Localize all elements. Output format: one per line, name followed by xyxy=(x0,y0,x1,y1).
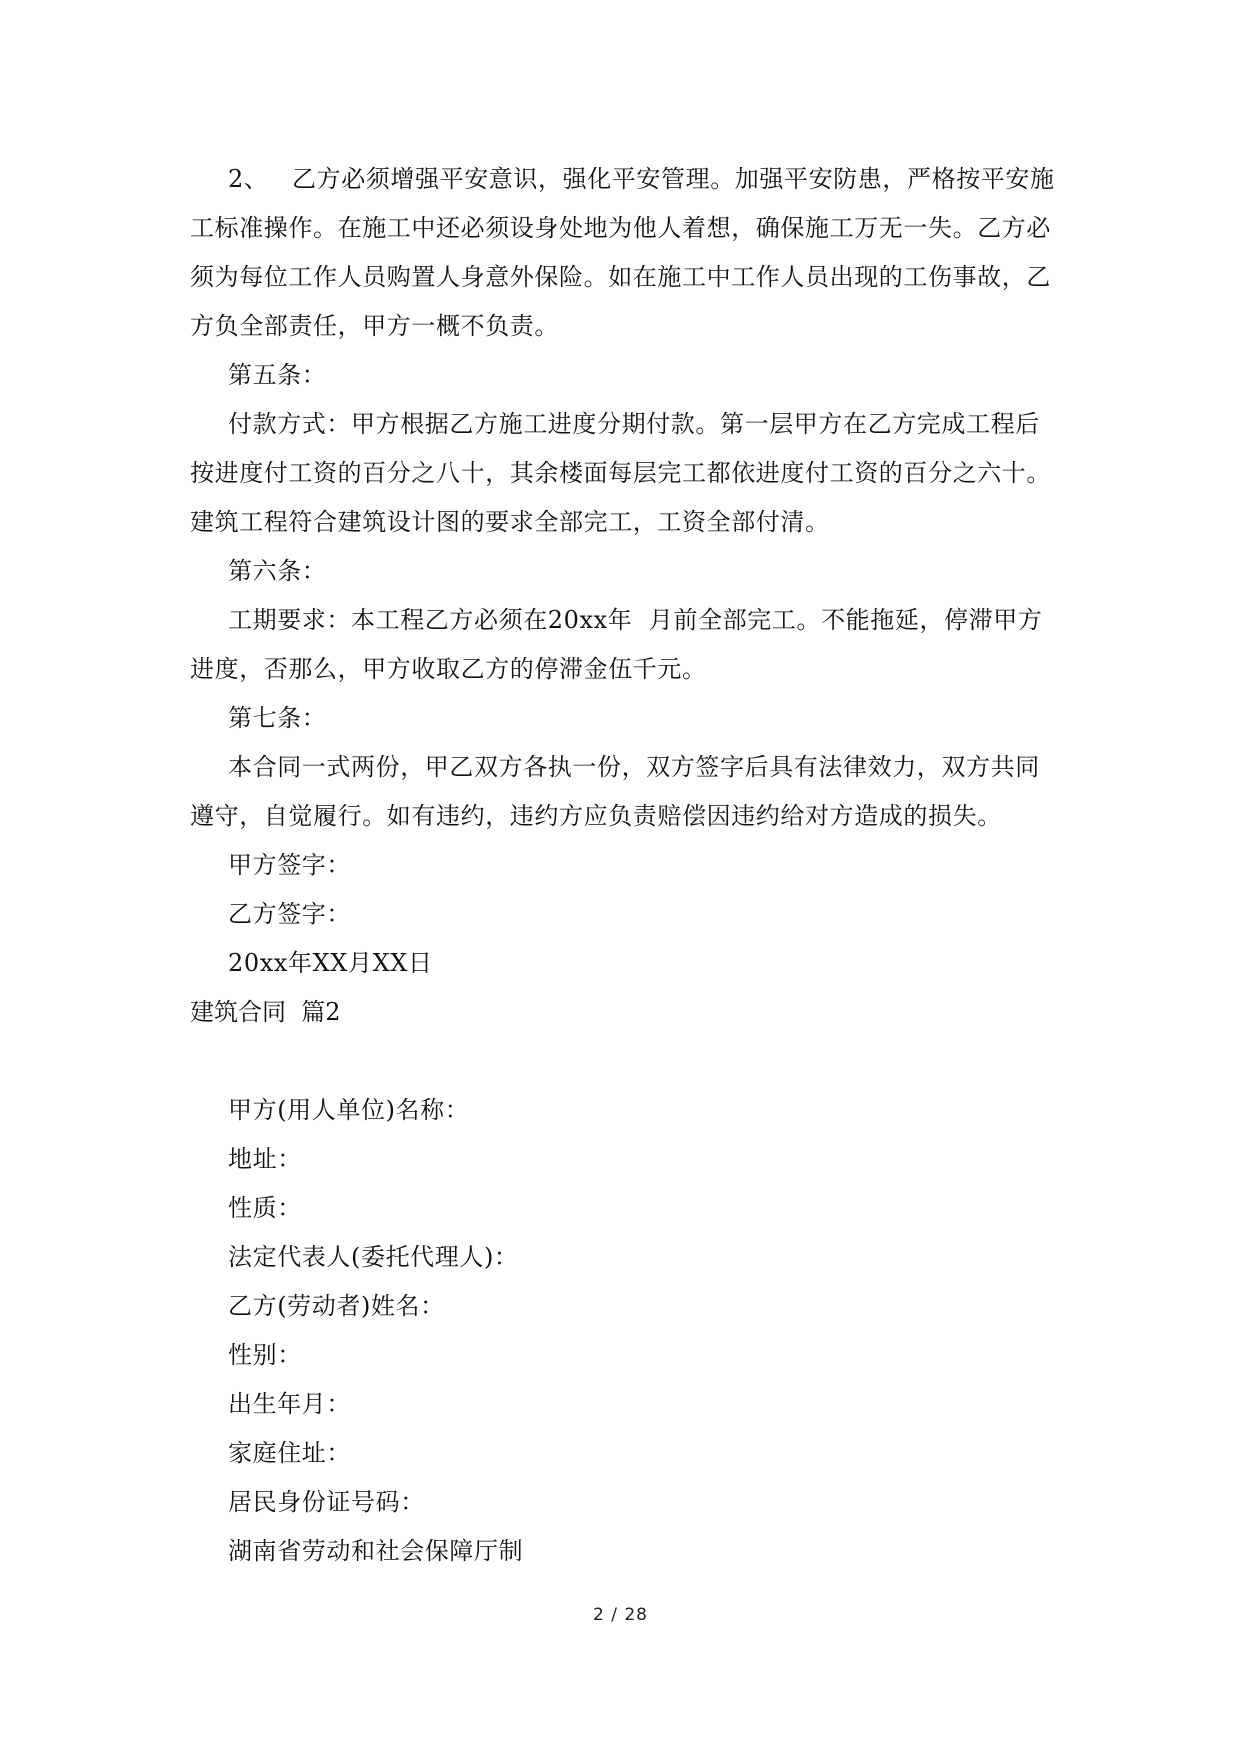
paragraph-line: 工标准操作。在施工中还必须设身处地为他人着想，确保施工万无一失。乙方必 xyxy=(190,214,1051,242)
article-title: 第七条： xyxy=(228,704,327,732)
article-6 xyxy=(190,547,1060,694)
field-nature: 性质： xyxy=(228,1194,302,1222)
field-address: 地址： xyxy=(228,1145,302,1173)
article-title: 第五条： xyxy=(228,361,327,389)
line-text: 乙方必须增强平安意识，强化平安管理。加强平安防患，严格按平安施 xyxy=(292,165,1055,193)
form-fields xyxy=(190,1086,1060,1576)
signature-block xyxy=(190,841,1060,988)
document-body xyxy=(190,155,1060,1576)
field-employer-name: 甲方(用人单位)名称： xyxy=(228,1096,470,1124)
field-legal-representative: 法定代表人(委托代理人)： xyxy=(228,1243,519,1271)
article-5 xyxy=(190,351,1060,547)
clause-item-2 xyxy=(190,155,1060,351)
field-id-number: 居民身份证号码： xyxy=(228,1488,425,1516)
article-7 xyxy=(190,694,1060,841)
paragraph-line: 遵守，自觉履行。如有违约，违约方应负责赔偿因违约给对方造成的损失。 xyxy=(190,802,1002,830)
paragraph-line: 方负全部责任，甲方一概不负责。 xyxy=(190,312,559,340)
issuer-line: 湖南省劳动和社会保障厅制 xyxy=(228,1537,524,1565)
page-number: 2 / 28 xyxy=(593,1605,648,1625)
field-employee-name: 乙方(劳动者)姓名： xyxy=(228,1292,445,1320)
field-birth-date: 出生年月： xyxy=(228,1390,351,1418)
paragraph-line: 按进度付工资的百分之八十，其余楼面每层完工都依进度付工资的百分之六十。 xyxy=(190,459,1051,487)
spacer xyxy=(190,1036,1060,1086)
article-title: 第六条： xyxy=(228,557,327,585)
paragraph-line: 建筑工程符合建筑设计图的要求全部完工，工资全部付清。 xyxy=(190,508,830,536)
paragraph-line: 工期要求：本工程乙方必须在20xx年 月前全部完工。不能拖延，停滞甲方 xyxy=(228,606,1043,634)
party-b-signature: 乙方签字： xyxy=(228,900,351,928)
paragraph-line: 进度，否那么，甲方收取乙方的停滞金伍千元。 xyxy=(190,655,707,683)
section-heading: 建筑合同 篇2 xyxy=(190,998,341,1026)
paragraph-line: 付款方式：甲方根据乙方施工进度分期付款。第一层甲方在乙方完成工程后 xyxy=(228,410,1040,438)
field-home-address: 家庭住址： xyxy=(228,1439,351,1467)
item-number: 2、 xyxy=(228,165,269,193)
signature-date: 20xx年XX月XX日 xyxy=(228,949,433,977)
paragraph-line: 须为每位工作人员购置人身意外保险。如在施工中工作人员出现的工伤事故，乙 xyxy=(190,263,1051,291)
paragraph-line xyxy=(190,155,1060,204)
party-a-signature: 甲方签字： xyxy=(228,851,351,879)
paragraph-line: 本合同一式两份，甲乙双方各执一份，双方签字后具有法律效力，双方共同 xyxy=(228,753,1040,781)
field-gender: 性别： xyxy=(228,1341,302,1369)
